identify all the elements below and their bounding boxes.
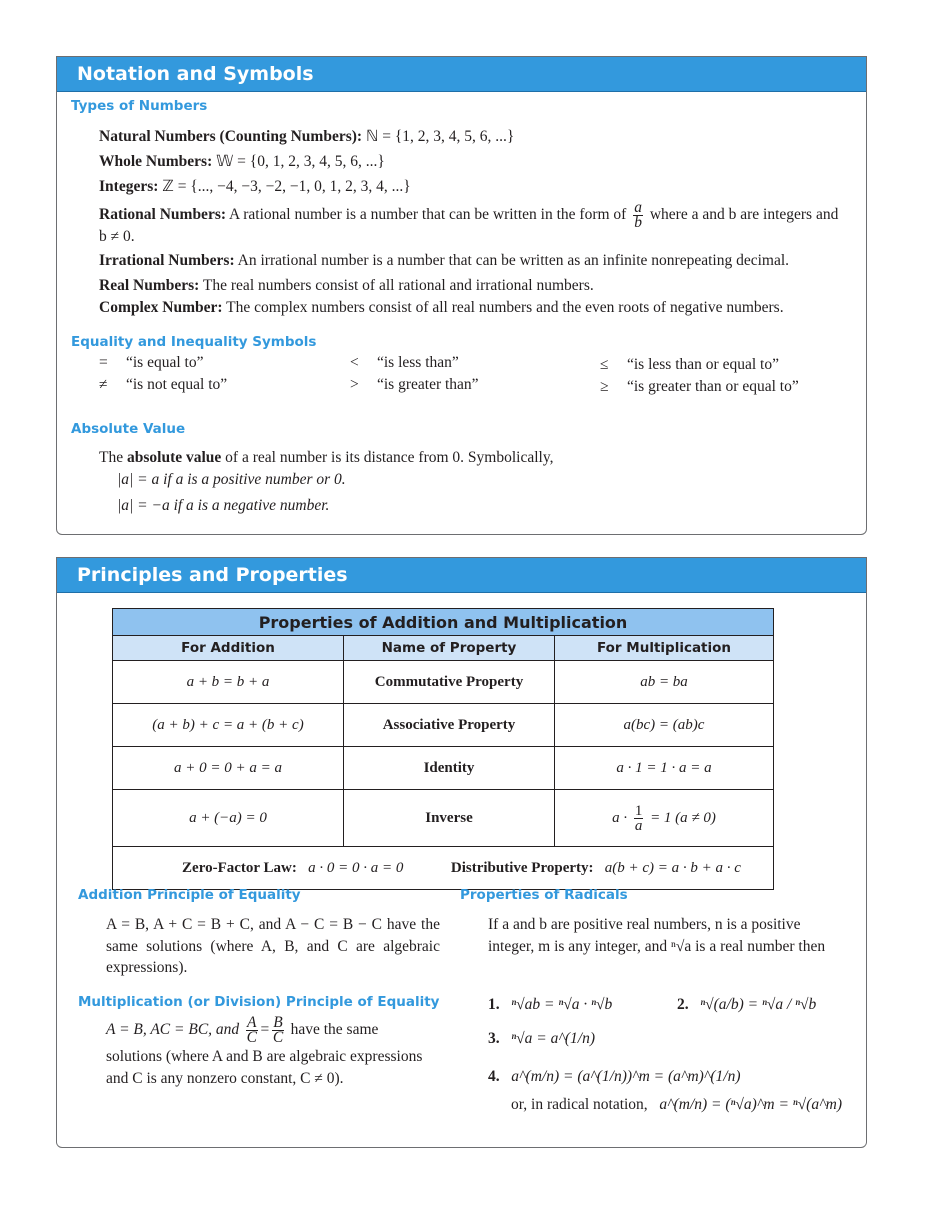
symbol-ge-sign: ≥ [600, 378, 609, 395]
mult-fraction-2 [272, 1016, 283, 1045]
zero-factor-value: a · 0 = 0 · a = 0 [308, 859, 404, 876]
abs-text-a: The [99, 449, 124, 466]
cell-name: Commutative Property [344, 661, 555, 704]
cell-mult: ab = ba [555, 661, 774, 704]
mult-frac1-den: C [246, 1029, 257, 1046]
complex-line [99, 298, 784, 318]
natural-label: Natural Numbers (Counting Numbers): [99, 128, 363, 145]
cell-add: (a + b) + c = a + (b + c) [113, 704, 344, 747]
rational-label: Rational Numbers: [99, 206, 227, 224]
rational-line-2: b ≠ 0. [99, 228, 135, 245]
radical-rule-3 [488, 1029, 595, 1049]
abs-definition [99, 448, 553, 468]
radical-rule-4-alt [511, 1095, 842, 1115]
table-footer [113, 847, 774, 890]
mult-frac2-den: C [272, 1029, 284, 1046]
distributive-value: a(b + c) = a · b + a · c [604, 859, 741, 876]
table-title: Properties of Addition and Multiplication [113, 609, 774, 636]
symbol-le-text: “is less than or equal to” [627, 356, 779, 373]
zero-factor-label: Zero-Factor Law: [182, 859, 297, 876]
mult-eq: = [260, 1021, 270, 1039]
cell-name: Identity [344, 747, 555, 790]
principles-panel [56, 557, 867, 1148]
irrational-label: Irrational Numbers: [99, 252, 235, 269]
types-heading: Types of Numbers [71, 98, 208, 114]
rad2-expr: ⁿ√(a/b) = ⁿ√a / ⁿ√b [700, 996, 817, 1013]
symbol-neq-text: “is not equal to” [126, 376, 228, 393]
abs-text-b: of a real number is its distance from 0. Symbolically, [225, 449, 554, 466]
symbol-gt [350, 375, 479, 395]
distributive-label: Distributive Property: [450, 859, 594, 876]
mult-principle-line-1 [106, 1016, 440, 1045]
integers-label: Integers: [99, 178, 159, 195]
natural-value: ℕ = {1, 2, 3, 4, 5, 6, ...} [365, 128, 515, 145]
mult-frac1-num: A [247, 1014, 257, 1031]
principles-title: Principles and Properties [57, 558, 866, 593]
add-principle-heading: Addition Principle of Equality [78, 887, 301, 903]
mult-principle-text: solutions (where A and B are algebraic expressions and C is any nonzero constant, C ≠ 0). [106, 1048, 423, 1087]
symbol-ge [600, 377, 799, 397]
irrational-line [99, 251, 789, 271]
cell-name: Inverse [344, 790, 555, 847]
table-row [113, 790, 774, 847]
complex-label: Complex Number: [99, 299, 223, 316]
complex-text: The complex numbers consist of all real numbers and the even roots of negative numbers. [226, 299, 784, 316]
radical-rule-1 [488, 995, 612, 1015]
rad4-num: 4. [488, 1068, 500, 1085]
cell-add: a + b = b + a [113, 661, 344, 704]
symbol-neq-sign: ≠ [99, 376, 108, 393]
cell-add: a + (−a) = 0 [113, 790, 344, 847]
abs-heading: Absolute Value [71, 421, 186, 437]
symbol-lt-sign: < [350, 354, 359, 371]
rational-fraction [633, 201, 643, 230]
mult-principle-b: have the same [290, 1021, 379, 1039]
inverse-a: a · [612, 809, 628, 826]
notation-title: Notation and Symbols [57, 57, 866, 92]
cell-mult: a · 1 = 1 · a = a [555, 747, 774, 790]
mult-principle-a: A = B, AC = BC, and [106, 1021, 240, 1039]
whole-label: Whole Numbers: [99, 153, 213, 170]
properties-table [112, 608, 774, 890]
table-row [113, 747, 774, 790]
symbol-gt-sign: > [350, 376, 359, 393]
col-header-name: Name of Property [344, 636, 555, 661]
symbol-lt-text: “is less than” [377, 354, 459, 371]
equality-heading: Equality and Inequality Symbols [71, 334, 317, 350]
rad1-num: 1. [488, 996, 500, 1013]
integers-line [99, 177, 411, 197]
cell-mult-inverse [555, 790, 774, 847]
radicals-heading: Properties of Radicals [460, 887, 628, 903]
rad3-expr: ⁿ√a = a^(1/n) [511, 1030, 596, 1047]
rad3-num: 3. [488, 1030, 500, 1047]
irrational-text: An irrational number is a number that can be written as an infinite nonrepeating decimal. [237, 252, 790, 269]
radicals-intro: If a and b are positive real numbers, n is a positive integer, m is any integer, and ⁿ√a is a real number then [488, 916, 826, 955]
symbol-le-sign: ≤ [600, 356, 609, 373]
rad4-alt-label: or, in radical notation, [511, 1096, 648, 1113]
symbol-eq [99, 353, 203, 373]
real-line [99, 276, 594, 296]
symbol-le [600, 355, 779, 375]
symbol-eq-sign: = [99, 354, 108, 371]
rad4-alt-expr: a^(m/n) = (ⁿ√a)^m = ⁿ√(a^m) [659, 1096, 842, 1113]
inverse-frac-num: 1 [634, 802, 643, 819]
integers-value: ℤ = {..., −4, −3, −2, −1, 0, 1, 2, 3, 4, ...} [162, 178, 411, 195]
symbol-eq-text: “is equal to” [126, 354, 204, 371]
rational-text-b: where a and b are integers and [649, 206, 839, 224]
rad4-expr: a^(m/n) = (a^(1/n))^m = (a^m)^(1/n) [511, 1068, 741, 1085]
table-row [113, 661, 774, 704]
inverse-b: = 1 (a ≠ 0) [650, 809, 716, 826]
symbol-neq [99, 375, 227, 395]
col-header-multiplication: For Multiplication [555, 636, 774, 661]
table-row [113, 704, 774, 747]
cell-add: a + 0 = 0 + a = a [113, 747, 344, 790]
symbol-lt [350, 353, 459, 373]
add-principle-text: A = B, A + C = B + C, and A − C = B − C have the same solutions (where A, B, and C are algebraic expressions). [106, 916, 440, 976]
whole-line [99, 152, 385, 172]
notation-panel [56, 56, 867, 535]
mult-frac2-num: B [273, 1014, 283, 1031]
mult-fraction-1 [246, 1016, 257, 1045]
abs-line-1: |a| = a if a is a positive number or 0. [117, 471, 346, 488]
natural-line [99, 127, 514, 147]
rad1-expr: ⁿ√ab = ⁿ√a · ⁿ√b [511, 996, 613, 1013]
radical-rule-2 [677, 995, 816, 1015]
col-header-addition: For Addition [113, 636, 344, 661]
inverse-fraction [634, 804, 644, 833]
real-label: Real Numbers: [99, 277, 200, 294]
abs-line-2: |a| = −a if a is a negative number. [117, 497, 330, 514]
rational-text-a: A rational number is a number that can be written in the form of [229, 206, 627, 224]
real-text: The real numbers consist of all rational and irrational numbers. [202, 277, 594, 294]
whole-value: 𝕎 = {0, 1, 2, 3, 4, 5, 6, ...} [216, 153, 385, 170]
symbol-ge-text: “is greater than or equal to” [627, 378, 799, 395]
mult-principle-heading: Multiplication (or Division) Principle of Equality [78, 994, 440, 1010]
radical-rule-4 [488, 1067, 740, 1087]
rational-line [99, 201, 838, 230]
rational-frac-num: a [634, 199, 642, 216]
abs-bold: absolute value [126, 449, 222, 466]
cell-name: Associative Property [344, 704, 555, 747]
footer-cell [113, 847, 774, 890]
rational-frac-den: b [634, 214, 642, 231]
rad2-num: 2. [677, 996, 689, 1013]
cell-mult: a(bc) = (ab)c [555, 704, 774, 747]
inverse-frac-den: a [634, 817, 643, 834]
symbol-gt-text: “is greater than” [377, 376, 479, 393]
